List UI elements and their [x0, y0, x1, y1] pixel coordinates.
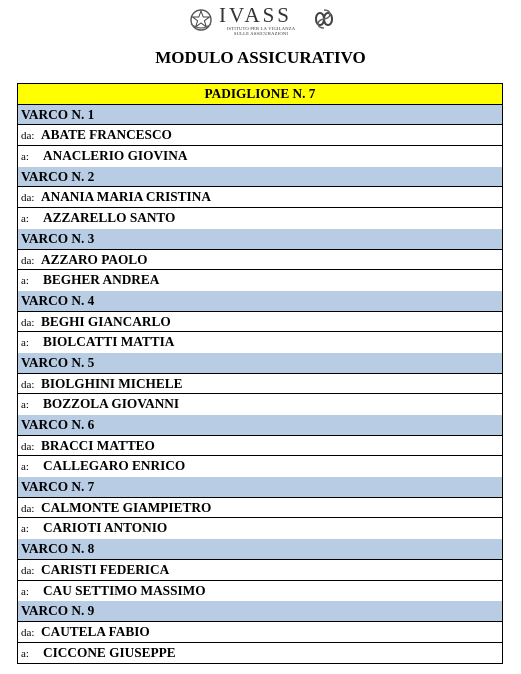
to-prefix: a:	[21, 461, 29, 474]
to-prefix: a:	[21, 213, 29, 226]
range-from	[18, 125, 502, 146]
logo-subtitle: ISTITUTO PER LA VIGILANZA SULLE ASSICURAZIONI	[226, 26, 296, 36]
from-prefix: da:	[21, 254, 35, 267]
varco-group	[18, 229, 502, 291]
to-prefix: a:	[21, 337, 29, 350]
range-from	[18, 187, 502, 208]
range-from	[18, 312, 502, 333]
from-prefix: da:	[21, 316, 35, 329]
from-prefix: da:	[21, 626, 35, 639]
range-to	[18, 270, 502, 291]
varco-label: VARCO N. 9	[18, 601, 502, 622]
range-from	[18, 622, 502, 643]
from-prefix: da:	[21, 502, 35, 515]
to-prefix: a:	[21, 647, 29, 660]
from-name: AZZARO PAOLO	[41, 251, 148, 267]
to-name: BIOLCATTI MATTIA	[43, 334, 175, 350]
varco-group	[18, 477, 502, 539]
from-name: ABATE FRANCESCO	[41, 127, 172, 143]
from-name: CALMONTE GIAMPIETRO	[41, 499, 212, 515]
to-name: CARIOTI ANTONIO	[43, 520, 168, 536]
to-prefix: a:	[21, 523, 29, 536]
range-to	[18, 643, 502, 664]
from-name: CARISTI FEDERICA	[41, 561, 170, 577]
range-from	[18, 560, 502, 581]
from-prefix: da:	[21, 130, 35, 143]
to-name: ANACLERIO GIOVINA	[43, 148, 188, 164]
from-prefix: da:	[21, 378, 35, 391]
to-name: CALLEGARO ENRICO	[43, 458, 186, 474]
range-from	[18, 498, 502, 519]
range-to	[18, 146, 502, 167]
range-to	[18, 456, 502, 477]
knot-logo-icon	[312, 8, 336, 30]
from-prefix: da:	[21, 564, 35, 577]
to-name: CAU SETTIMO MASSIMO	[43, 582, 206, 598]
range-to	[18, 208, 502, 229]
range-to	[18, 332, 502, 353]
to-name: CICCONE GIUSEPPE	[43, 644, 176, 660]
varco-label: VARCO N. 5	[18, 353, 502, 374]
to-prefix: a:	[21, 151, 29, 164]
from-prefix: da:	[21, 192, 35, 205]
varco-label: VARCO N. 2	[18, 167, 502, 188]
varco-label: VARCO N. 4	[18, 291, 502, 312]
varco-group	[18, 601, 502, 663]
range-to	[18, 394, 502, 415]
ivass-logo	[188, 3, 338, 36]
range-to	[18, 518, 502, 539]
varco-group	[18, 167, 502, 229]
to-name: BOZZOLA GIOVANNI	[43, 396, 180, 412]
from-name: CAUTELA FABIO	[41, 623, 150, 639]
from-name: BEGHI GIANCARLO	[41, 313, 171, 329]
varco-label: VARCO N. 1	[18, 105, 502, 126]
range-from	[18, 374, 502, 395]
logo-wordmark: IVASS	[219, 3, 292, 27]
varco-label: VARCO N. 6	[18, 415, 502, 436]
varco-group	[18, 415, 502, 477]
pavilion-header: PADIGLIONE N. 7	[18, 84, 502, 105]
from-name: ANANIA MARIA CRISTINA	[41, 189, 211, 205]
to-prefix: a:	[21, 585, 29, 598]
to-name: BEGHER ANDREA	[43, 272, 160, 288]
to-name: AZZARELLO SANTO	[43, 210, 176, 226]
assignment-table	[17, 83, 503, 664]
italian-emblem-icon	[188, 6, 214, 32]
from-prefix: da:	[21, 440, 35, 453]
document-title: MODULO ASSICURATIVO	[155, 48, 366, 67]
from-name: BRACCI MATTEO	[41, 437, 155, 453]
varco-group	[18, 539, 502, 601]
range-from	[18, 436, 502, 457]
from-name: BIOLGHINI MICHELE	[41, 375, 183, 391]
range-from	[18, 250, 502, 271]
range-to	[18, 581, 502, 602]
to-prefix: a:	[21, 275, 29, 288]
varco-label: VARCO N. 7	[18, 477, 502, 498]
varco-group	[18, 105, 502, 167]
varco-group	[18, 291, 502, 353]
varco-label: VARCO N. 8	[18, 539, 502, 560]
varco-group	[18, 353, 502, 415]
to-prefix: a:	[21, 399, 29, 412]
varco-label: VARCO N. 3	[18, 229, 502, 250]
